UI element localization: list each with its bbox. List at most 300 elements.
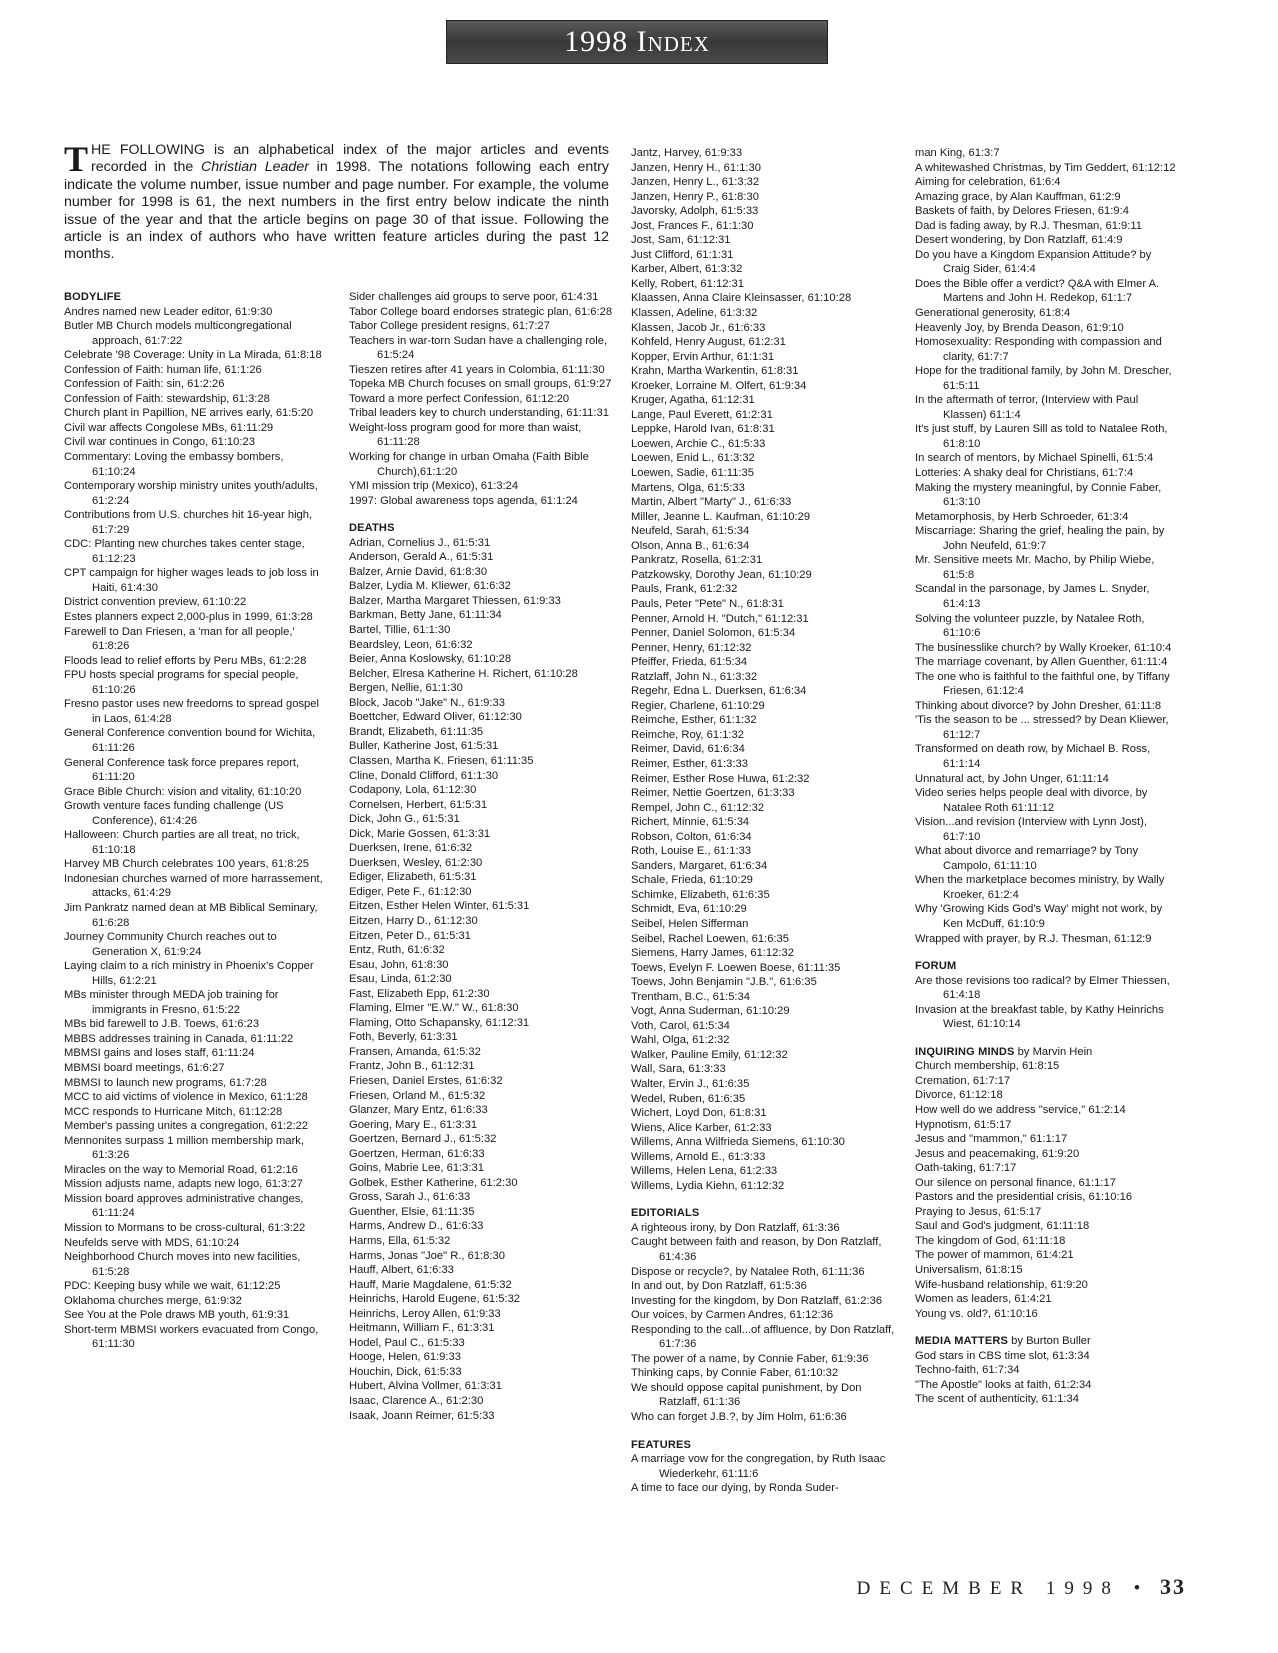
index-entry: Contemporary worship ministry unites youth/adults, 61:2:24 — [64, 480, 318, 507]
index-entry: Growth venture faces funding challenge (US Conference), 61:4:26 — [64, 800, 284, 827]
index-entry: Duerksen, Irene, 61:6:32 — [349, 842, 473, 855]
index-entry: The scent of authenticity, 61:1:34 — [915, 1393, 1079, 1406]
index-entry: Does the Bible offer a verdict? Q&A with Elmer A. Martens and John H. Redekop, 61:1:7 — [915, 277, 1160, 305]
index-entry: Belcher, Elresa Katherine H. Richert, 61:10:28 — [349, 667, 578, 680]
index-entry: Member's passing unites a congregation, 61:2:22 — [64, 1120, 309, 1133]
index-entry: Divorce, 61:12:18 — [915, 1089, 1003, 1102]
index-entry: Sider challenges aid groups to serve poor, 61:4:31 — [349, 291, 599, 303]
section-continued — [349, 290, 614, 508]
index-entry: Klassen, Jacob Jr., 61:6:33 — [631, 321, 766, 334]
index-entry: Cremation, 61:7:17 — [915, 1074, 1011, 1087]
index-entry: Mr. Sensitive meets Mr. Macho, by Philip Wiebe, 61:5:8 — [915, 554, 1155, 581]
index-entry: Javorsky, Adolph, 61:5:33 — [631, 205, 759, 218]
index-entry: Hope for the traditional family, by John M. Drescher, 61:5:11 — [915, 365, 1172, 392]
index-entry: What about divorce and remarriage? by Tony Campolo, 61:11:10 — [915, 845, 1139, 872]
index-entry: Jesus and peacemaking, 61:9:20 — [915, 1147, 1080, 1160]
index-entry: Golbek, Esther Katherine, 61:2:30 — [349, 1176, 518, 1189]
index-entry: General Conference convention bound for Wichita, 61:11:26 — [64, 727, 316, 754]
section-heading — [915, 1045, 1180, 1060]
index-entry: Heavenly Joy, by Brenda Deason, 61:9:10 — [915, 321, 1124, 334]
index-entry: Isaak, Joann Reimer, 61:5:33 — [349, 1409, 495, 1422]
index-entry: The businesslike church? by Wally Kroeker, 61:10:4 — [915, 641, 1172, 654]
index-entry: Adrian, Cornelius J., 61:5:31 — [349, 536, 491, 549]
index-entry: MBMSI gains and loses staff, 61:11:24 — [64, 1047, 255, 1060]
index-entry: Wiens, Alice Karber, 61:2:33 — [631, 1121, 772, 1134]
index-entry: Vision...and revision (Interview with Lynn Jost), 61:7:10 — [915, 816, 1147, 843]
index-column-3 — [631, 146, 896, 1496]
index-entry: It's just stuff, by Lauren Sill as told to Natalee Roth, 61:8:10 — [915, 423, 1168, 450]
index-entry: Celebrate '98 Coverage: Unity in La Mirada, 61:8:18 — [64, 349, 322, 362]
index-entry: Bergen, Nellie, 61:1:30 — [349, 682, 463, 695]
index-entry: General Conference task force prepares report, 61:11:20 — [64, 756, 300, 784]
index-entry: Desert wondering, by Don Ratzlaff, 61:4:9 — [915, 234, 1123, 247]
index-entry: Fresno pastor uses new freedoms to spread gospel in Laos, 61:4:28 — [64, 698, 319, 725]
index-entry: CDC: Planting new churches takes center stage, 61:12:23 — [64, 538, 305, 565]
index-entry: Tribal leaders key to church understanding, 61:11:31 — [349, 407, 609, 420]
index-entry: Duerksen, Wesley, 61:2:30 — [349, 856, 483, 869]
drop-cap: T — [64, 139, 89, 179]
index-entry: Gross, Sarah J., 61:6:33 — [349, 1191, 471, 1204]
section-deaths — [349, 521, 614, 1423]
index-entry: Glanzer, Mary Entz, 61:6:33 — [349, 1104, 488, 1117]
index-entry: Reimer, Esther, 61:3:33 — [631, 757, 748, 770]
index-entry: Hodel, Paul C., 61:5:33 — [349, 1336, 465, 1349]
index-entry: Dick, Marie Gossen, 61:3:31 — [349, 827, 491, 840]
index-entry: Pankratz, Rosella, 61:2:31 — [631, 554, 763, 567]
index-entry: Willems, Anna Wilfrieda Siemens, 61:10:30 — [631, 1136, 845, 1149]
index-entry: Amazing grace, by Alan Kauffman, 61:2:9 — [915, 190, 1121, 203]
section-heading — [349, 521, 614, 536]
index-entry: Baskets of faith, by Delores Friesen, 61:9:4 — [915, 205, 1129, 218]
index-entry: man King, 61:3:7 — [915, 147, 1000, 159]
index-entry: Block, Jacob "Jake" N., 61:9:33 — [349, 696, 505, 709]
index-entry: Ediger, Elizabeth, 61:5:31 — [349, 871, 477, 884]
section-media-matters — [915, 1334, 1180, 1407]
index-entry: Church plant in Papillion, NE arrives early, 61:5:20 — [64, 407, 314, 420]
index-column-4 — [915, 146, 1180, 1407]
index-entry: In the aftermath of terror, (Interview with Paul Klassen) 61:1:4 — [915, 394, 1139, 421]
index-entry: Penner, Henry, 61:12:32 — [631, 641, 752, 654]
index-entry: Neighborhood Church moves into new facilities, 61:5:28 — [64, 1251, 301, 1278]
index-entry: FPU hosts special programs for special people, 61:10:26 — [64, 669, 299, 696]
index-entry: When the marketplace becomes ministry, by Wally Kroeker, 61:2:4 — [915, 874, 1165, 901]
index-entry: Anderson, Gerald A., 61:5:31 — [349, 551, 494, 564]
section-editorials — [631, 1206, 896, 1424]
index-entry: Metamorphosis, by Herb Schroeder, 61:3:4 — [915, 510, 1129, 523]
page-footer — [857, 1574, 1186, 1600]
index-entry: Making the mystery meaningful, by Connie Faber, 61:3:10 — [915, 481, 1162, 509]
index-column-1 — [64, 290, 329, 1352]
index-entry: Andres named new Leader editor, 61:9:30 — [64, 305, 273, 318]
entry-list — [349, 536, 614, 1423]
entry-list — [64, 305, 329, 1352]
entry-list — [349, 290, 614, 508]
index-entry: Robson, Colton, 61:6:34 — [631, 830, 752, 843]
section-continued — [631, 146, 896, 1193]
index-entry: Women as leaders, 61:4:21 — [915, 1293, 1052, 1306]
index-entry: Are those revisions too radical? by Elmer Thiessen, 61:4:18 — [915, 974, 1170, 1002]
index-entry: Goertzen, Herman, 61:6:33 — [349, 1147, 485, 1160]
index-entry: Thinking about divorce? by John Dresher, 61:11:8 — [915, 699, 1162, 712]
index-entry: Heitmann, William F., 61:3:31 — [349, 1322, 495, 1335]
index-entry: Heinrichs, Harold Eugene, 61:5:32 — [349, 1293, 521, 1306]
index-entry: Pastors and the presidential crisis, 61:10:16 — [915, 1191, 1133, 1204]
entry-list — [915, 1059, 1180, 1321]
section-heading-text: FEATURES — [631, 1438, 692, 1451]
page-number: 33 — [1160, 1574, 1186, 1599]
index-entry: God stars in CBS time slot, 61:3:34 — [915, 1349, 1090, 1362]
index-entry: Working for change in urban Omaha (Faith Bible Church),61:1:20 — [349, 451, 589, 478]
index-entry: 'Tis the season to be ... stressed? by Dean Kliewer, 61:12:7 — [915, 714, 1169, 741]
index-entry: 1997: Global awareness tops agenda, 61:1:24 — [349, 494, 578, 507]
index-entry: Harvey MB Church celebrates 100 years, 61:8:25 — [64, 858, 310, 871]
index-entry: Universalism, 61:8:15 — [915, 1264, 1023, 1277]
index-entry: Ediger, Pete F., 61:12:30 — [349, 885, 472, 898]
index-entry: A marriage vow for the congregation, by Ruth Isaac Wiederkehr, 61:11:6 — [631, 1453, 886, 1480]
index-entry: Jesus and "mammon," 61:1:17 — [915, 1133, 1068, 1146]
index-entry: Vogt, Anna Suderman, 61:10:29 — [631, 1005, 790, 1018]
index-entry: Laying claim to a rich ministry in Phoenix's Copper Hills, 61:2:21 — [64, 960, 314, 987]
index-entry: PDC: Keeping busy while we wait, 61:12:25 — [64, 1280, 281, 1293]
index-entry: Richert, Minnie, 61:5:34 — [631, 816, 750, 829]
index-entry: Loewen, Enid L., 61:3:32 — [631, 452, 755, 465]
intro-publication-name: Christian Leader — [201, 159, 309, 176]
index-entry: Grace Bible Church: vision and vitality, 61:10:20 — [64, 785, 302, 798]
index-entry: Hypnotism, 61:5:17 — [915, 1118, 1012, 1131]
index-entry: The kingdom of God, 61:11:18 — [915, 1234, 1066, 1247]
index-entry: Kroeker, Lorraine M. Olfert, 61:9:34 — [631, 379, 807, 392]
index-entry: Janzen, Henry L., 61:3:32 — [631, 176, 760, 189]
section-bodylife — [64, 290, 329, 1352]
index-entry: The marriage covenant, by Allen Guenther, 61:11:4 — [915, 656, 1168, 669]
index-entry: Confession of Faith: stewardship, 61:3:28 — [64, 392, 270, 405]
index-entry: Willems, Helen Lena, 61:2:33 — [631, 1165, 778, 1178]
index-entry: Tabor College board endorses strategic plan, 61:6:28 — [349, 305, 613, 318]
banner-title: 1998 Index — [564, 25, 710, 58]
index-entry: Oklahoma churches merge, 61:9:32 — [64, 1294, 242, 1307]
index-entry: Dick, John G., 61:5:31 — [349, 813, 460, 826]
index-entry: Janzen, Henry H., 61:1:30 — [631, 161, 761, 174]
index-entry: Siemens, Harry James, 61:12:32 — [631, 947, 794, 960]
index-banner — [446, 20, 828, 64]
index-entry: Caught between faith and reason, by Don Ratzlaff, 61:4:36 — [631, 1236, 882, 1264]
section-continued — [915, 146, 1180, 946]
index-entry: Voth, Carol, 61:5:34 — [631, 1019, 730, 1032]
index-entry: Techno-faith, 61:7:34 — [915, 1364, 1020, 1377]
index-entry: Neufeld, Sarah, 61:5:34 — [631, 525, 750, 538]
footer-bullet: • — [1133, 1578, 1147, 1599]
index-entry: Scandal in the parsonage, by James L. Snyder, 61:4:13 — [915, 583, 1150, 610]
index-entry: MBMSI board meetings, 61:6:27 — [64, 1061, 225, 1074]
entry-list — [915, 974, 1180, 1032]
index-entry: District convention preview, 61:10:22 — [64, 596, 247, 609]
index-entry: MBs minister through MEDA job training for immigrants in Fresno, 61:5:22 — [64, 989, 279, 1016]
index-entry: Classen, Martha K. Friesen, 61:11:35 — [349, 754, 534, 767]
footer-month-year: DECEMBER 1998 — [856, 1578, 1120, 1599]
section-heading — [915, 1334, 1180, 1349]
index-entry: Floods lead to relief efforts by Peru MBs, 61:2:28 — [64, 654, 307, 667]
index-entry: Who can forget J.B.?, by Jim Holm, 61:6:36 — [631, 1411, 847, 1424]
index-entry: Journey Community Church reaches out to Generation X, 61:9:24 — [64, 931, 277, 958]
section-heading — [631, 1438, 896, 1453]
index-entry: Seibel, Rachel Loewen, 61:6:35 — [631, 932, 789, 945]
index-entry: Klaassen, Anna Claire Kleinsasser, 61:10:28 — [631, 292, 852, 305]
section-heading-text: BODYLIFE — [64, 291, 122, 303]
index-entry: Isaac, Clarence A., 61:2:30 — [349, 1395, 484, 1408]
index-entry: Hooge, Helen, 61:9:33 — [349, 1351, 461, 1364]
index-entry: Penner, Daniel Solomon, 61:5:34 — [631, 627, 796, 640]
index-entry: Solving the volunteer puzzle, by Natalee Roth, 61:10:6 — [915, 612, 1145, 640]
section-heading-text: MEDIA MATTERS — [915, 1335, 1009, 1348]
index-entry: Kohfeld, Henry August, 61:2:31 — [631, 336, 786, 349]
index-entry: Bartel, Tillie, 61:1:30 — [349, 624, 451, 637]
index-entry: Cornelsen, Herbert, 61:5:31 — [349, 798, 488, 811]
index-entry: Commentary: Loving the embassy bombers, 61:10:24 — [64, 451, 284, 478]
entry-list — [915, 1349, 1180, 1407]
index-entry: Krahn, Martha Warkentin, 61:8:31 — [631, 365, 799, 378]
index-entry: Church membership, 61:8:15 — [915, 1060, 1060, 1073]
index-entry: Schimke, Elizabeth, 61:6:35 — [631, 888, 770, 901]
index-entry: Toward a more perfect Confession, 61:12:20 — [349, 392, 570, 405]
index-entry: CPT campaign for higher wages leads to job loss in Haiti, 61:4:30 — [64, 567, 319, 594]
index-entry: Seibel, Helen Sifferman — [631, 917, 749, 930]
index-entry: Fransen, Amanda, 61:5:32 — [349, 1045, 481, 1058]
section-heading-text: FORUM — [915, 960, 957, 973]
index-entry: Young vs. old?, 61:10:16 — [915, 1307, 1038, 1320]
index-entry: The one who is faithful to the faithful one, by Tiffany Friesen, 61:12:4 — [915, 670, 1170, 698]
index-entry: See You at the Pole draws MB youth, 61:9:31 — [64, 1309, 290, 1322]
index-entry: Schmidt, Eva, 61:10:29 — [631, 903, 747, 916]
section-heading-text: INQUIRING MINDS — [915, 1045, 1015, 1058]
index-entry: Butler MB Church models multicongregational approach, 61:7:22 — [64, 320, 292, 347]
index-entry: MBBS addresses training in Canada, 61:11:22 — [64, 1032, 294, 1045]
index-entry: Hauff, Albert, 61:6:33 — [349, 1264, 454, 1277]
index-entry: Esau, John, 61:8:30 — [349, 958, 449, 971]
index-entry: Mission adjusts name, adapts new logo, 61:3:27 — [64, 1178, 303, 1191]
index-entry: Civil war continues in Congo, 61:10:23 — [64, 436, 255, 449]
index-entry: Jantz, Harvey, 61:9:33 — [631, 147, 743, 159]
index-entry: Pauls, Peter "Pete" N., 61:8:31 — [631, 597, 784, 610]
index-entry: Cline, Donald Clifford, 61:1:30 — [349, 769, 499, 782]
index-entry: Mission board approves administrative changes, 61:11:24 — [64, 1192, 304, 1220]
section-heading — [915, 959, 1180, 974]
index-entry: Contributions from U.S. churches hit 16-year high, 61:7:29 — [64, 509, 313, 536]
index-entry: Schale, Frieda, 61:10:29 — [631, 874, 753, 887]
index-entry: Sanders, Margaret, 61:6:34 — [631, 859, 768, 872]
index-entry: Dad is fading away, by R.J. Thesman, 61:9:11 — [915, 219, 1142, 232]
index-entry: Investing for the kingdom, by Don Ratzlaff, 61:2:36 — [631, 1294, 883, 1307]
index-entry: Friesen, Daniel Erstes, 61:6:32 — [349, 1074, 503, 1087]
index-entry: We should oppose capital punishment, by Don Ratzlaff, 61:1:36 — [631, 1381, 862, 1409]
index-entry: YMI mission trip (Mexico), 61:3:24 — [349, 480, 519, 493]
index-entry: A whitewashed Christmas, by Tim Geddert, 61:12:12 — [915, 161, 1176, 174]
index-entry: Kopper, Ervin Arthur, 61:1:31 — [631, 350, 775, 363]
index-entry: Guenther, Elsie, 61:11:35 — [349, 1205, 475, 1218]
index-entry: Janzen, Henry P., 61:8:30 — [631, 190, 759, 203]
index-entry: Transformed on death row, by Michael B. Ross, 61:1:14 — [915, 743, 1151, 770]
index-entry: Wichert, Loyd Don, 61:8:31 — [631, 1107, 767, 1120]
index-entry: Civil war affects Congolese MBs, 61:11:29 — [64, 421, 274, 434]
index-entry: MCC to aid victims of violence in Mexico, 61:1:28 — [64, 1091, 308, 1104]
section-heading-text: DEATHS — [349, 522, 395, 535]
index-entry: Frantz, John B., 61:12:31 — [349, 1060, 475, 1073]
index-entry: Praying to Jesus, 61:5:17 — [915, 1205, 1042, 1218]
index-entry: Wedel, Ruben, 61:6:35 — [631, 1092, 746, 1105]
index-entry: Topeka MB Church focuses on small groups, 61:9:27 — [349, 378, 612, 391]
section-features — [631, 1438, 896, 1496]
index-entry: Just Clifford, 61:1:31 — [631, 248, 734, 261]
index-entry: Balzer, Lydia M. Kliewer, 61:6:32 — [349, 580, 511, 593]
index-entry: Olson, Anna B., 61:6:34 — [631, 539, 750, 552]
index-entry: Brandt, Elizabeth, 61:11:35 — [349, 725, 484, 738]
index-entry: Trentham, B.C., 61:5:34 — [631, 990, 750, 1003]
index-entry: In and out, by Don Ratzlaff, 61:5:36 — [631, 1280, 807, 1293]
index-entry: Martens, Olga, 61:5:33 — [631, 481, 745, 494]
section-heading — [631, 1206, 896, 1221]
entry-list — [631, 1452, 896, 1496]
index-entry: Klassen, Adeline, 61:3:32 — [631, 307, 758, 320]
index-entry: Barkman, Betty Jane, 61:11:34 — [349, 609, 502, 622]
index-entry: Fast, Elizabeth Epp, 61:2:30 — [349, 987, 490, 1000]
entry-list — [631, 1221, 896, 1425]
index-entry: Loewen, Archie C., 61:5:33 — [631, 437, 766, 450]
index-entry: MBs bid farewell to J.B. Toews, 61:6:23 — [64, 1018, 260, 1031]
section-forum — [915, 959, 1180, 1032]
index-entry: Regier, Charlene, 61:10:29 — [631, 699, 765, 712]
index-entry: Mission to Mormans to be cross-cultural, 61:3:22 — [64, 1222, 306, 1234]
index-entry: Eitzen, Harry D., 61:12:30 — [349, 914, 478, 927]
index-entry: Hubert, Alvina Vollmer, 61:3:31 — [349, 1380, 502, 1393]
index-entry: Foth, Beverly, 61:3:31 — [349, 1031, 458, 1044]
index-entry: A time to face our dying, by Ronda Suder- — [631, 1482, 839, 1495]
section-byline: by Burton Buller — [1008, 1335, 1091, 1348]
entry-list — [915, 146, 1180, 946]
index-entry: Short-term MBMSI workers evacuated from Congo, 61:11:30 — [64, 1323, 319, 1351]
index-entry: Willems, Arnold E., 61:3:33 — [631, 1150, 766, 1163]
index-entry: Flaming, Otto Schapansky, 61:12:31 — [349, 1016, 530, 1029]
index-entry: Unnatural act, by John Unger, 61:11:14 — [915, 772, 1109, 785]
index-entry: Buller, Katherine Jost, 61:5:31 — [349, 740, 499, 753]
section-heading — [64, 290, 329, 305]
index-entry: Kruger, Agatha, 61:12:31 — [631, 394, 755, 407]
index-entry: The power of mammon, 61:4:21 — [915, 1249, 1074, 1262]
index-entry: Roth, Louise E., 61:1:33 — [631, 845, 752, 858]
index-entry: Video series helps people deal with divorce, by Natalee Roth 61:11:12 — [915, 787, 1148, 814]
index-entry: Wahl, Olga, 61:2:32 — [631, 1034, 730, 1047]
index-entry: Goering, Mary E., 61:3:31 — [349, 1118, 478, 1131]
index-entry: Entz, Ruth, 61:6:32 — [349, 944, 445, 957]
index-entry: Toews, Evelyn F. Loewen Boese, 61:11:35 — [631, 961, 841, 974]
section-inquiring-minds — [915, 1045, 1180, 1321]
index-entry: "The Apostle" looks at faith, 61:2:34 — [915, 1378, 1092, 1391]
index-entry: Thinking caps, by Connie Faber, 61:10:32 — [631, 1367, 839, 1380]
index-entry: Reimer, David, 61:6:34 — [631, 743, 745, 756]
index-entry: Harms, Ella, 61:5:32 — [349, 1235, 451, 1247]
index-entry: Flaming, Elmer "E.W." W., 61:8:30 — [349, 1002, 519, 1015]
index-entry: Tieszen retires after 41 years in Colombia, 61:11:30 — [349, 363, 605, 376]
index-entry: Leppke, Harold Ivan, 61:8:31 — [631, 423, 775, 436]
index-entry: Teachers in war-torn Sudan have a challenging role, 61:5:24 — [349, 334, 608, 362]
index-entry: Ratzlaff, John N., 61:3:32 — [631, 670, 758, 683]
index-entry: Friesen, Orland M., 61:5:32 — [349, 1089, 486, 1102]
index-entry: Hauff, Marie Magdalene, 61:5:32 — [349, 1278, 512, 1291]
index-entry: Homosexuality: Responding with compassion and clarity, 61:7:7 — [915, 336, 1162, 363]
entry-list — [631, 146, 896, 1193]
index-entry: Reimer, Nettie Goertzen, 61:3:33 — [631, 787, 795, 800]
index-entry: Willems, Lydia Kiehn, 61:12:32 — [631, 1179, 785, 1192]
index-entry: Karber, Albert, 61:3:32 — [631, 263, 743, 276]
index-entry: In search of mentors, by Michael Spinelli, 61:5:4 — [915, 452, 1154, 465]
intro-text-2: in 1998. The notations following each entry indicate the volume number, issue number and page number. For example, the volume number for 1998 is 61, the next numbers in the first entry below indicate the ninth issue of the year and that the article begins on page 30 of that issue. Following the article is an index of authors who have written feature articles during the past 12 months. — [64, 159, 609, 263]
index-entry: Dispose or recycle?, by Natalee Roth, 61:11:36 — [631, 1265, 865, 1278]
index-entry: Goertzen, Bernard J., 61:5:32 — [349, 1133, 497, 1146]
index-entry: Kelly, Robert, 61:12:31 — [631, 277, 744, 290]
index-entry: Miracles on the way to Memorial Road, 61:2:16 — [64, 1163, 298, 1176]
index-entry: Indonesian churches warned of more harrassement, attacks, 61:4:29 — [64, 872, 323, 900]
index-entry: How well do we address "service," 61:2:14 — [915, 1104, 1126, 1116]
index-entry: Regehr, Edna L. Duerksen, 61:6:34 — [631, 685, 807, 698]
index-entry: Pfeiffer, Frieda, 61:5:34 — [631, 656, 748, 669]
index-entry: Beier, Anna Koslowsky, 61:10:28 — [349, 653, 512, 666]
index-entry: Estes planners expect 2,000-plus in 1999, 61:3:28 — [64, 611, 313, 624]
index-entry: Balzer, Martha Margaret Thiessen, 61:9:33 — [349, 594, 561, 607]
index-entry: Heinrichs, Leroy Allen, 61:9:33 — [349, 1307, 501, 1320]
index-entry: Jost, Sam, 61:12:31 — [631, 234, 731, 247]
index-entry: Our voices, by Carmen Andres, 61:12:36 — [631, 1309, 834, 1322]
index-entry: A righteous irony, by Don Ratzlaff, 61:3:36 — [631, 1221, 840, 1234]
index-entry: Martin, Albert "Marty" J., 61:6:33 — [631, 496, 792, 509]
index-entry: Oath-taking, 61:7:17 — [915, 1162, 1017, 1175]
index-entry: Eitzen, Peter D., 61:5:31 — [349, 929, 471, 942]
index-entry: Wrapped with prayer, by R.J. Thesman, 61:12:9 — [915, 932, 1152, 945]
index-entry: Miller, Jeanne L. Kaufman, 61:10:29 — [631, 510, 811, 523]
index-entry: Mennonites surpass 1 million membership mark, 61:3:26 — [64, 1134, 305, 1162]
index-entry: Walter, Ervin J., 61:6:35 — [631, 1078, 750, 1090]
index-entry: Loewen, Sadie, 61:11:35 — [631, 467, 754, 480]
index-entry: Penner, Arnold H. "Dutch," 61:12:31 — [631, 612, 809, 625]
intro-text-1: HE FOLLOWING is an alphabetical index of the major articles and events recorded in the — [91, 142, 609, 176]
index-entry: Our silence on personal finance, 61:1:17 — [915, 1176, 1116, 1189]
intro-paragraph — [64, 139, 609, 264]
index-column-2 — [349, 290, 614, 1423]
index-entry: Wall, Sara, 61:3:33 — [631, 1063, 726, 1076]
index-entry: Rempel, John C., 61:12:32 — [631, 801, 765, 814]
index-entry: Neufelds serve with MDS, 61:10:24 — [64, 1236, 240, 1249]
index-entry: Why 'Growing Kids God's Way' might not work, by Ken McDuff, 61:10:9 — [915, 903, 1163, 930]
index-entry: Tabor College president resigns, 61:7:27 — [349, 320, 550, 333]
section-heading-text: EDITORIALS — [631, 1207, 700, 1220]
index-entry: Esau, Linda, 61:2:30 — [349, 973, 452, 986]
index-entry: Confession of Faith: human life, 61:1:26 — [64, 363, 262, 376]
index-entry: MBMSI to launch new programs, 61:7:28 — [64, 1076, 267, 1089]
index-entry: Farewell to Dan Friesen, a 'man for all people,' 61:8:26 — [64, 625, 295, 653]
index-entry: Patzkowsky, Dorothy Jean, 61:10:29 — [631, 568, 812, 581]
index-entry: Do you have a Kingdom Expansion Attitude? by Craig Sider, 61:4:4 — [915, 248, 1152, 276]
index-entry: Beardsley, Leon, 61:6:32 — [349, 638, 473, 651]
index-entry: Reimche, Roy, 61:1:32 — [631, 728, 744, 741]
index-entry: Houchin, Dick, 61:5:33 — [349, 1365, 462, 1378]
index-entry: Miscarriage: Sharing the grief, healing the pain, by John Neufeld, 61:9:7 — [915, 525, 1165, 552]
index-entry: Harms, Jonas "Joe" R., 61:8:30 — [349, 1249, 505, 1262]
index-entry: Responding to the call...of affluence, by Don Ratzlaff, 61:7:36 — [631, 1323, 895, 1351]
index-entry: Weight-loss program good for more than waist, 61:11:28 — [349, 421, 582, 449]
index-entry: Goins, Mabrie Lee, 61:3:31 — [349, 1162, 484, 1175]
index-entry: Jost, Frances F., 61:1:30 — [631, 219, 754, 232]
index-entry: Halloween: Church parties are all treat, no trick, 61:10:18 — [64, 829, 300, 856]
index-entry: Pauls, Frank, 61:2:32 — [631, 583, 738, 596]
index-entry: Boettcher, Edward Oliver, 61:12:30 — [349, 711, 522, 724]
index-entry: Lotteries: A shaky deal for Christians, 61:7:4 — [915, 467, 1134, 480]
